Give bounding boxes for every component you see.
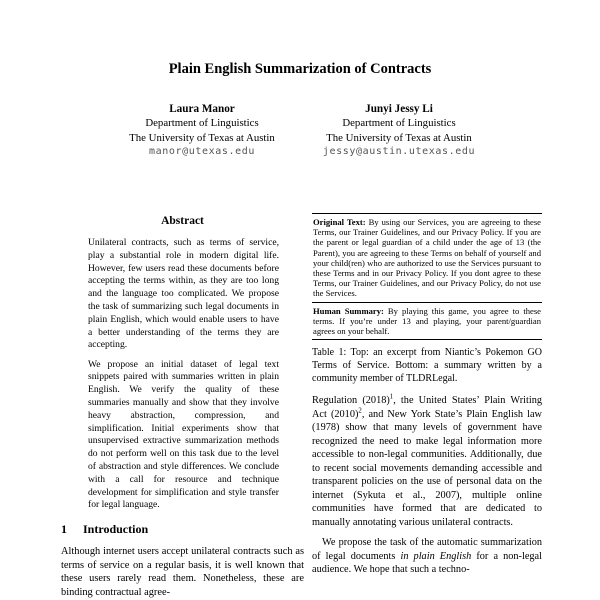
body-text: Regulation (2018) xyxy=(312,395,390,407)
right-column xyxy=(312,213,542,577)
table-row-original-text xyxy=(312,214,542,303)
author-department: Department of Linguistics xyxy=(145,117,259,130)
paper-title: Plain English Summarization of Contracts xyxy=(168,61,432,77)
body-paragraph-1 xyxy=(312,394,542,529)
body-text: We propose the task of the automatic summarization of legal documents xyxy=(312,537,542,562)
author-name: Laura Manor xyxy=(169,103,235,115)
left-column xyxy=(61,215,304,599)
intro-paragraph: Although internet users accept unilateral contracts such as terms of service on a regular basis, it is well known that these users rarely read them. Nonetheless, these are binding contractual agree- xyxy=(61,546,304,598)
section-title: Introduction xyxy=(83,522,149,537)
italic-phrase: in plain English xyxy=(400,550,472,562)
author-name: Junyi Jessy Li xyxy=(365,103,433,115)
author-university: The University of Texas at Austin xyxy=(129,131,275,144)
body-text: , the United States’ Plain Writing Act (2010) xyxy=(312,395,542,420)
footnote-marker-1: 1 xyxy=(389,393,394,401)
original-text-body: By using our Services, you are agreeing to these Terms, our Trainer Guidelines, and our Privacy Policy. If you are the parent or legal guardian of a child under the age of 13 (the Parent), you are agreeing to these Terms on behalf of yourself and your child(ren) who are authorized to use the Services pursuant to these Terms and in our Privacy Policy. If you dont agree to these Terms, our Trainer Guidelines, and our Privacy Policy, do not use the Services. xyxy=(313,217,541,299)
author-university: The University of Texas at Austin xyxy=(326,131,472,144)
table-1 xyxy=(312,213,542,340)
body-text: , and New York State’s Plain English law (1978) show that many levels of government have recognized the need to make legal information more accessible to non-legal communities. Additionally, due to recent social movements demanding accessible and transparent policies on the use of personal data on the internet (Sykuta et al., 2007), multiple online communities have formed that are dedicated to manually annotating various unilateral contracts. xyxy=(312,408,542,528)
abstract-heading: Abstract xyxy=(161,215,204,227)
section-heading-introduction xyxy=(61,522,304,537)
original-text-label: Original Text: xyxy=(313,217,366,227)
abstract-body xyxy=(88,237,279,512)
section-number: 1 xyxy=(61,522,67,537)
human-summary-body: By playing this game, you agree to these terms. If you’re under 13 and playing, your parent/guardian agrees on your behalf. xyxy=(313,305,541,337)
author-block-2 xyxy=(279,102,519,159)
body-text: for a non-legal audience. We hope that such a techno- xyxy=(312,550,542,576)
human-summary-label: Human Summary: xyxy=(313,305,384,316)
table-1-caption: Table 1: Top: an excerpt from Niantic’s Pokemon GO Terms of Service. Bottom: a summary written by a community member of TLDRLegal. xyxy=(312,347,542,385)
abstract-paragraph-2: We propose an initial dataset of legal text snippets paired with summaries written in plain English. We verify the quality of these summaries manually and show that they involve heavy abstraction, compression, and simplification. Initial experiments show that unsupervised extractive summarization methods do not perform well on this task due to the level of abstraction and style differences. We conclude with a call for resource and technique development for simplification and style transfer for legal language. xyxy=(88,358,279,511)
footnote-marker-2: 2 xyxy=(358,407,362,415)
author-department: Department of Linguistics xyxy=(342,117,456,130)
author-email: jessy@austin.utexas.edu xyxy=(322,145,476,157)
author-email: manor@utexas.edu xyxy=(149,145,255,157)
table-row-human-summary xyxy=(312,303,542,340)
body-paragraph-2 xyxy=(312,536,542,577)
abstract-paragraph-1: Unilateral contracts, such as terms of service, play a substantial role in modern digital life. However, few users read these documents before accepting the terms within, as they are too long and the language too complicated. We propose the task of summarizing such legal documents in plain English, which would enable users to have a better understanding of the terms they are accepting. xyxy=(88,237,279,351)
